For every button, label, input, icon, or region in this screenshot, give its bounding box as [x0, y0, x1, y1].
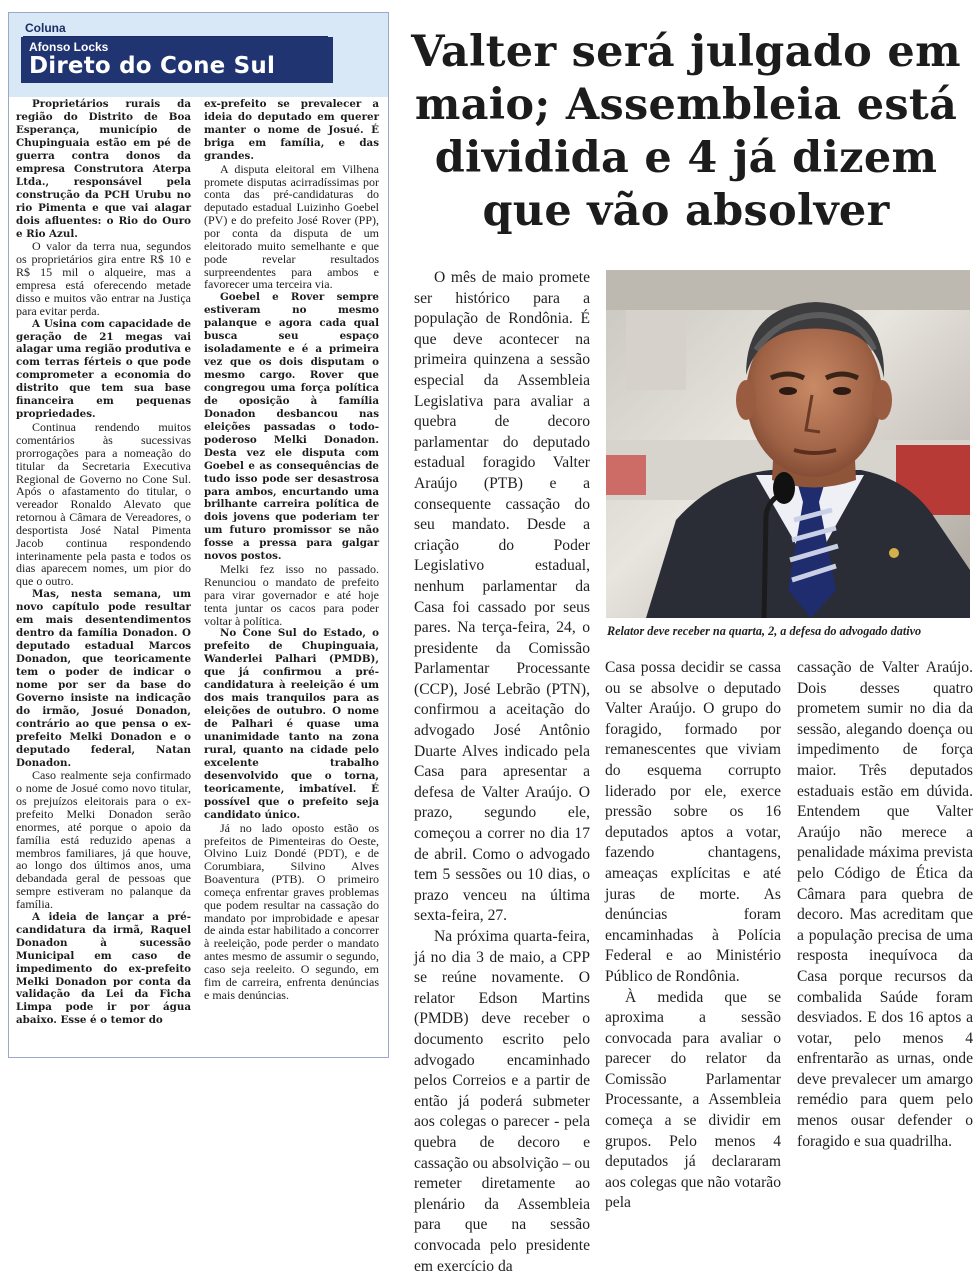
column-paragraph: Goebel e Rover sempre estiveram no mesmo palanque e agora cada qual busca seu espaço isoladamente e é a primeira vez que os dois disputam o mesmo cargo. Rover que congregou uma força política de oposição à família Donadon desbancou nas eleições passadas o todo-poderoso Melki Donadon. Desta vez ele disputa com Goebel e as consequências de tudo isso pode ser desastrosa para ambos, encurtando uma brilhante carreira política de dois jovens que poderiam ter um futuro promissor se não fosse a pressa para galgar novos postos.: [204, 291, 379, 563]
column-paragraph: Continua rendendo muitos comentários às sucessivas prorrogações para a nomeação do titular da Secretaria Executiva Regional de Governo no Cone Sul. Após o afastamento do titular, o vereador Ronaldo Alevato que retornou à Câmara de Vereadores, o desportista José Natal Pimenta Jacob continua respondendo interinamente pela pasta e todos os dias aparecem nomes, um pior do que o outro.: [16, 420, 191, 589]
article-paragraph: Casa possa decidir se cassa ou se absolve o deputado Valter Araújo. O grupo do foragido, formado por remanescentes que viviam do esquema corrupto liderado por ele, exerce pressão sobre os 16 deputados aptos a votar, fazendo chantagens, ameaças explícitas e até juras de morte. As denúncias foram encaminhadas à Polícia Federal e ao Ministério Público de Rondônia.: [605, 659, 781, 985]
column-paragraph: Já no lado oposto estão os prefeitos de Pimenteiras do Oeste, Olvino Luiz Dondé (PDT), e de Corumbiara, Silvino Alves Boaventura (PTB). O primeiro começa enfrentar graves problemas que podem resultar na cassação do mandato por improbidade e apesar de ainda estar habilitado a concorrer à reeleição, pode perder o mandato antes mesmo de assumir o segundo, caso seja reeleito. O segundo, em fim de carreira, enfrenta denúncias e mais denúncias.: [204, 820, 379, 1002]
column-paragraph: ex-prefeito se prevalecer a ideia do deputado em querer manter o nome de Josué. É briga em família, e das grandes.: [204, 98, 379, 162]
column-title: Direto do Cone Sul: [29, 53, 276, 79]
column-paragraph: O valor da terra nua, segundos os proprietários gira entre R$ 10 e R$ 15 mil o alqueire, mas a empresa está oferecendo metade disso e muitos vão entrar na Justiça para evitar perda.: [16, 239, 191, 318]
photo-caption: Relator deve receber na quarta, 2, a defesa do advogado dativo: [607, 624, 922, 638]
column-paragraph: Mas, nesta semana, um novo capítulo pode resultar em mais desentendimentos dentro da família Donadon. O deputado estadual Marcos Donadon, que teoricamente tem o poder de indicar o nome por ser da base do Governo insiste na indicação do irmão, Josué Donadon, contrário ao que pensa o ex-prefeito Melki Donadon e o deputado federal, Natan Donadon.: [16, 588, 191, 769]
column-paragraph: Caso realmente seja confirmado o nome de Josué como novo titular, os prejuízos eleitorais para o ex-prefeito Melki Donadon serão enormes, até porque o apoio da família está reduzido apenas a membros familiares, já que houve, ao longo dos últimos anos, uma debandada geral de pessoas que sempre estiveram no palanque da família.: [16, 768, 191, 911]
column-paragraph: A Usina com capacidade de geração de 21 megas vai alagar uma região produtiva e com terras férteis o que pode comprometer a economia do distrito que tem sua base financeira em pequenas propriedades.: [16, 317, 191, 421]
column-paragraph: A ideia de lançar a pré-candidatura da irmã, Raquel Donadon à sucessão Municipal em caso de impedimento do ex-prefeito Melki Donadon por conta da validação da Lei da Ficha Limpa pode ir por água abaixo. Esse é o temor do: [16, 910, 191, 1027]
article-text-col1: [414, 268, 590, 1277]
column-title-bar: [21, 37, 333, 83]
column-paragraph: A disputa eleitoral em Vilhena promete disputas acirradíssimas por conta das pré-candidaturas do deputado estadual Luizinho Goebel (PV) e do prefeito José Rover (PP), por conta da disputa de um eleitorado muito semelhante e que pode revelar resultados surpreendentes para ambos e favorecer uma terceira via.: [204, 161, 379, 292]
column-author: Afonso Locks: [29, 40, 109, 54]
column-kicker: Coluna: [25, 21, 66, 35]
column-paragraph: No Cone Sul do Estado, o prefeito de Chupinguaia, Wanderlei Palhari (PMDB), que já confirmou a pré-candidatura à reeleição é um dos mais tranquilos para as eleições de outubro. O nome de Palhari é quase uma unanimidade tanto na zona rural, quanto na cidade pelo excelente trabalho desenvolvido que o torna, teoricamente, imbatível. É possível que o prefeito seja candidato único.: [204, 627, 379, 821]
column-header: [9, 13, 388, 97]
article-text-col3: [797, 658, 973, 1152]
article-paragraph: O mês de maio promete ser histórico para a população de Rondônia. É que deve acontecer na primeira quinzena a sessão especial da Assembleia Legislativa para avaliar a quebra de decoro parlamentar do deputado estadual foragido Valter Araújo (PTB) e a consequente cassação do seu mandato. Desde a criação do Poder Legislativo estadual, nenhum parlamentar da Casa foi cassado por seus pares. Na terça-feira, 24, o presidente da Comissão Parlamentar Processante (CCP), José Lebrão (PTN), confirmou a aceitação do advogado José Antônio Duarte Alves indicado pela Casa para apresentar a defesa de Valter Araújo. O prazo, segundo ele, começou a correr no dia 17 de abril. Como o advogado tem 5 sessões ou 10 dias, o prazo venceu na última sexta-feira, 27.: [414, 269, 590, 925]
article-paragraph: À medida que se aproxima a sessão convocada para avaliar o parecer do relator da Comissão Parlamentar Processante, a Assembleia começa a se dividir em grupos. Pelo menos 4 deputados já declararam aos colegas que não votarão pela: [605, 988, 781, 1212]
article-paragraph: Na próxima quarta-feira, já no dia 3 de maio, a CPP se reúne novamente. O relator Edson Martins (PMDB) deve receber o documento escrito pelo advogado encaminhado pelos Correios e a partir de então já poderá submeter aos colegas o parecer - pela quebra de decoro e cassação ou absolvição – ou remeter diretamente ao plenário da Assembleia para que na sessão convocada pelo presidente em exercício da: [414, 928, 590, 1275]
article-photo: [606, 270, 970, 618]
column-text-col1: [16, 98, 191, 1027]
article-text-col2: [605, 658, 781, 1214]
article-paragraph: cassação de Valter Araújo. Dois desses quatro prometem sumir no dia da sessão, alegando doença ou impedimento de força maior. Três deputados estaduais estão em dúvida. Entendem que Valter Araújo não merece a penalidade máxima prevista pelo Código de Ética da Câmara para quebra de decoro. Mas acreditam que a população precisa de uma resposta inequívoca da Casa porque recursos da combalida Saúde foram desviados. E dos 16 aptos a votar, pelo menos 4 enfrentarão as urnas, onde deve prevalecer um amargo remédio para quem pelo menos ousar defender o foragido e sua quadrilha.: [797, 659, 973, 1150]
column-text-col2: [204, 98, 379, 1002]
column-paragraph: Proprietários rurais da região do Distrito de Boa Esperança, município de Chupinguaia estão em pé de guerra contra donos da empresa Construtora Aterpa Ltda., responsável pela construção da PCH Urubu no rio Pimenta e que vai alagar dois afluentes: o Rio do Ouro e Rio Azul.: [16, 98, 191, 240]
article-headline: Valter será julgado em maio; Assembleia está dividida e 4 já dizem que vão absolver: [411, 27, 961, 236]
column-paragraph: Melki fez isso no passado. Renunciou o mandato de prefeito para virar governador e até hoje tenta juntar os cacos para poder voltar à política.: [204, 562, 379, 628]
